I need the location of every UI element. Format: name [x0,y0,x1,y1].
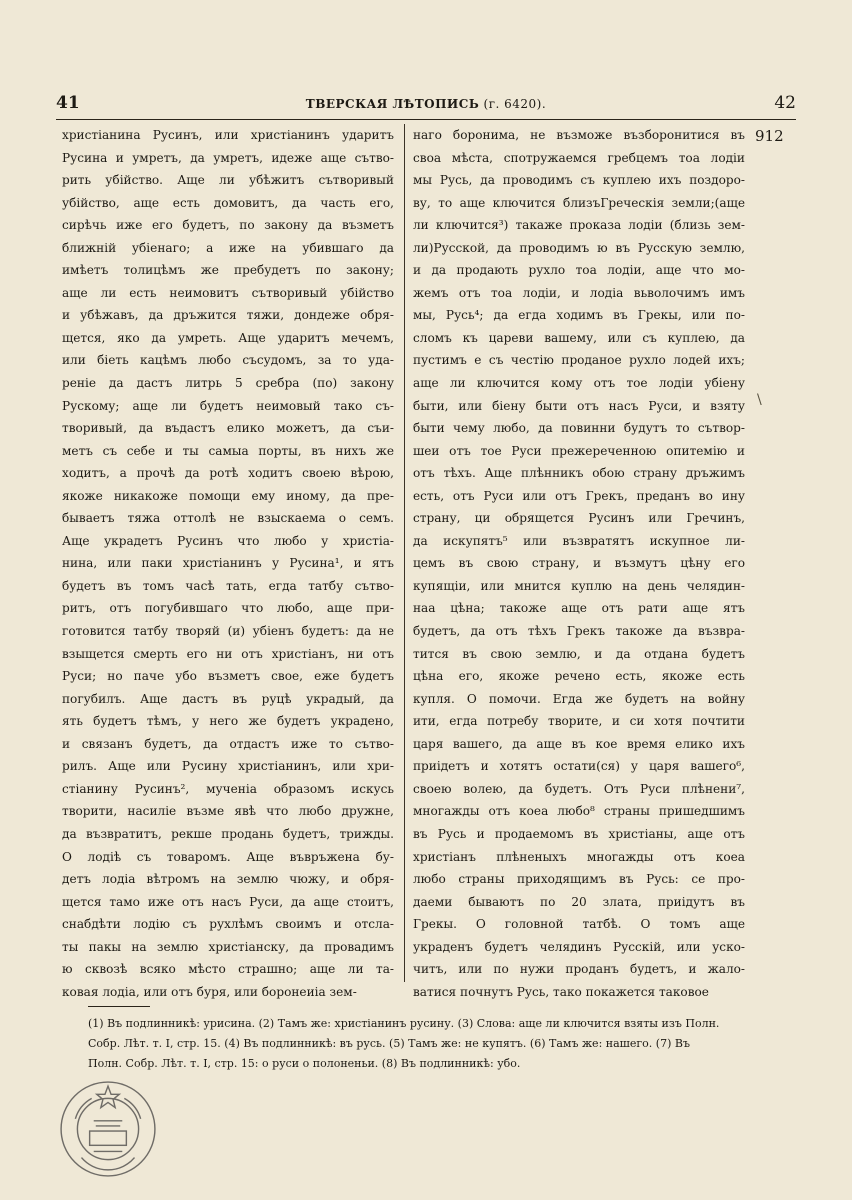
text-line: ити, егда потребу творите, и си хотя почтити [413,714,745,729]
text-line: творивый, да въдастъ елико можетъ, да съи- [62,421,394,436]
text-line: наго боронима, не възможе възборонитися въ [413,128,745,142]
running-header [56,91,796,117]
margin-number: 912 [755,127,784,145]
text-line: многажды отъ коеа любо⁸ страны пришедшимъ [413,804,745,819]
text-line: снабдѣти лодію съ рухлѣмъ своимъ и отсла- [62,917,394,932]
text-line: читъ, или по нужи проданъ будетъ, и жало- [413,962,745,977]
text-line: тится въ свою землю, и да отдана будетъ [413,646,745,661]
text-line: ближній убіенаго; а иже на убившаго да [62,240,394,255]
text-line: ли ключится³) такажe проказа лодіи (близь зем- [413,218,745,233]
text-line: мы Русь, да проводимъ съ куплею ихъ поздоро- [413,173,745,188]
text-line: христіанина Русинъ, или христіанинъ ударитъ [62,128,394,142]
text-line: пустимъ е съ честію проданое рухло лодей ихъ; [413,353,745,368]
text-line: взыщется смерть его ни отъ христіанъ, ни отъ [62,646,394,661]
text-line: Руси; но паче убо възметъ свое, еже будетъ [62,669,394,684]
text-line: купящіи, или мнится куплю на день челядин- [413,578,745,593]
footnote-line: Полн. Собр. Лѣт. т. I, стр. 15: о руси о полоненьи. (8) Въ подлинникѣ: убо. [88,1057,521,1070]
text-line: Аще украдетъ Русинъ что любо у христіа- [62,533,394,548]
header-rule [56,119,796,120]
text-line: въ Русь и продаемомъ въ христіаны, аще отъ [413,826,745,841]
text-line: украденъ будетъ челядинъ Русскій, или уско- [413,939,745,954]
text-line: быти, или біену быти отъ насъ Руси, и взяту [413,398,745,413]
text-line: метъ съ себе и ты самыа порты, въ нихъ же [62,443,394,458]
text-line: ритъ, отъ погубившаго что любо, аще при- [62,601,394,616]
page-number-left: 41 [56,93,80,113]
text-line: страну, ци обрящется Русинъ или Гречинъ, [413,511,745,526]
running-title-year: (г. 6420). [479,97,547,111]
text-line: щется тамо иже отъ насъ Руси, да аще стоитъ, [62,894,394,909]
text-line: мы, Русь⁴; да егда ходимъ въ Грекы, или по- [413,308,745,323]
text-line: аще ли ключится кому отъ тое лодіи убіену [413,376,745,391]
text-line: детъ лодіа вѣтромъ на землю чюжу, и обря- [62,872,394,887]
text-line: быти чему любо, да повинни будутъ то сътвор- [413,421,745,436]
running-title [56,97,796,111]
text-line: бываетъ тяжа оттолѣ не взыскаема о семъ. [62,511,394,526]
text-line: рилъ. Аще или Русину христіанинъ, или хри- [62,759,394,774]
page-number-right: 42 [774,93,796,113]
text-line: и убѣжавъ, да дръжится тяжи, дондеже обря- [62,308,394,323]
library-stamp [57,1078,159,1180]
text-line: Русина и умретъ, да умретъ, идеже аще сътво- [62,150,394,165]
text-line: аще ли есть неимовитъ сътворивый убійство [62,285,394,300]
text-line: цемъ въ свою страну, и възмутъ цѣну его [413,556,745,571]
footnote-line: Собр. Лѣт. т. I, стр. 15. (4) Въ подлинникѣ: въ русь. (5) Тамъ же: не купятъ. (6) Тамъ же: нашего. (7) Въ [88,1037,690,1050]
text-line: цѣна его, якоже речено есть, якоже есть [413,669,745,684]
text-line: и связанъ будетъ, да отдастъ иже то сътво- [62,736,394,751]
footnotes [88,1014,788,1074]
text-line: любо страны приходящимъ въ Русь: се про- [413,872,745,887]
text-line: и да продають рухло тоа лодіи, аще что мо- [413,263,745,278]
text-line: погубилъ. Аще дастъ въ руцѣ украдый, да [62,691,394,706]
text-line: отъ тѣхъ. Аще плѣнникъ обою страну дръжимъ [413,466,745,481]
text-line: Рускому; аще ли будетъ неимовый тако съ- [62,398,394,413]
text-line: щется, яко да умреть. Аще ударитъ мечемъ, [62,330,394,345]
text-line: ю сквозѣ всяко мѣсто страшно; аще ли та- [62,962,394,977]
text-line: сирѣчь иже его будетъ, по закону да възметъ [62,218,394,233]
text-line: своею волею, да будетъ. Отъ Руси плѣнени⁷, [413,781,745,796]
left-column [62,124,394,1003]
text-line: имѣетъ толицѣмъ же пребудетъ по закону; [62,263,394,278]
text-line: будетъ, да отъ тѣхъ Грекъ такоже да възвра- [413,624,745,639]
text-line: жемъ отъ тоа лодіи, и лодіа вьволочимъ имъ [413,285,745,300]
text-line: О лодіѣ съ товаромъ. Аще въвръжена бу- [62,849,394,864]
text-line: есть, отъ Руси или отъ Грекъ, преданъ во ину [413,488,745,503]
text-line: ять будетъ тѣмъ, у него же будетъ украдено, [62,714,394,729]
text-line: купля. О помочи. Егда же будетъ на войну [413,691,745,706]
text-line: приідетъ и хотятъ остати(ся) у царя вашего⁶, [413,759,745,774]
text-line: ковая лодіа, или отъ буря, или боронеиіа зем- [62,984,357,999]
text-line: царя вашего, да аще въ кое время елико ихъ [413,736,745,751]
text-line: сломъ къ цареви вашему, или съ куплею, да [413,330,745,345]
footnote-line: (1) Въ подлинникѣ: урисина. (2) Тамъ же: христіанинъ русину. (3) Слова: аще ли ключится взяты изъ Полн. [88,1017,720,1030]
running-title-main: ТВЕРСКАЯ ЛѢТОПИСЬ [305,97,480,111]
right-column [413,124,745,1003]
text-line: ходитъ, а прочѣ да ротѣ ходитъ своею вѣрою, [62,466,394,481]
text-line: убійство, аще есть домовитъ, да часть его, [62,195,394,210]
text-line: будетъ въ томъ часѣ тать, егда татбу сътво- [62,578,394,593]
text-line: ты пакы на землю христіанску, да провадимъ [62,939,394,954]
text-line: стіанину Русинъ², мученіа образомъ искусь [62,781,394,796]
text-line: реніе да дастъ литрь 5 сребра (по) закону [62,376,394,391]
text-line: Грекы. О головной татбѣ. О томъ аще [413,917,745,932]
text-line: готовится татбу творяй (и) убіенъ будетъ: да не [62,624,394,639]
text-line: христіанъ плѣненыхъ многажды отъ коеа [413,849,745,864]
text-line: ли)Русской, да проводимъ ю въ Русскую землю, [413,240,745,255]
text-line: якоже никакоже помощи ему иному, да пре- [62,488,394,503]
text-line: своа мѣста, спотружаемся гребцемъ тоа лодіи [413,150,745,165]
footnote-rule [88,1006,150,1007]
text-line: наа цѣна; такоже аще отъ рати аще ятъ [413,601,745,616]
text-line: да възвратитъ, рекше продань будетъ, трижды. [62,826,394,841]
text-line: да искупятъ⁵ или възвратятъ искупное ли- [413,533,745,548]
text-line: ву, то аще ключится близъГреческія земли;(аще [413,195,745,210]
text-line: нина, или паки христіанинъ у Русина¹, и ятъ [62,556,394,571]
text-line: шеи отъ тое Руси прежереченною опитемію и [413,443,745,458]
column-divider [404,124,405,982]
text-line: или біеть кацѣмъ любо съсудомъ, за то уда- [62,353,394,368]
margin-mark: \ [757,392,762,408]
text-line: творити, насиліе възме явѣ что любо дружне, [62,804,394,819]
text-line: рить убійство. Аще ли убѣжитъ сътворивый [62,173,394,188]
text-line: ватися почнутъ Русь, тако покажется таковое [413,984,709,999]
text-line: даеми бываютъ по 20 злата, приідутъ въ [413,894,745,909]
